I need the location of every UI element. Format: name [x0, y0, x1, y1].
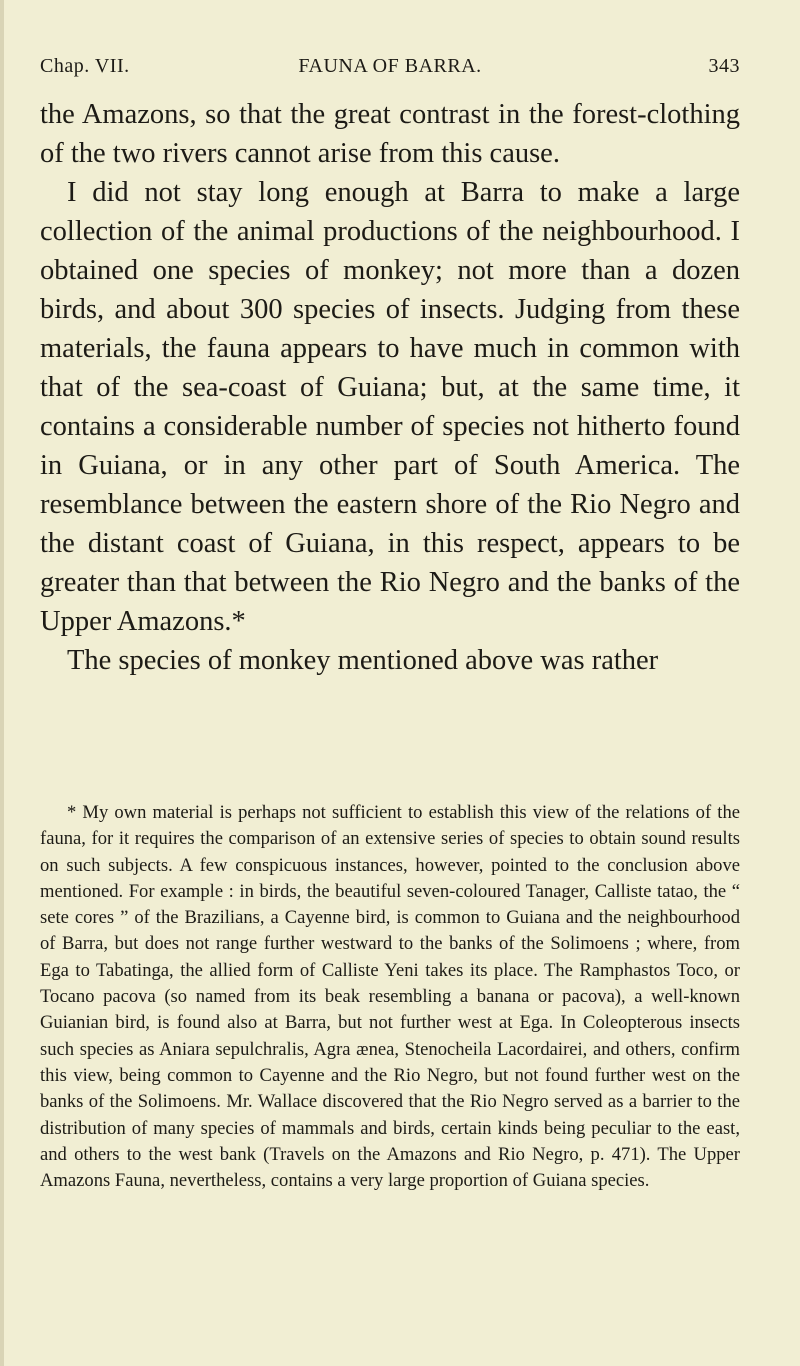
- page-edge: [0, 0, 4, 1366]
- page-title: FAUNA OF BARRA.: [298, 55, 482, 77]
- footnote-text: * My own material is perhaps not sufficient to establish this view of the relations of the fauna, for it requires the comparison of an extensive series of species to obtain sound results on such subjects. A few conspicuous instances, however, pointed to the conclusion above mentioned. For example : in birds, the beautiful seven-coloured Tanager, Calliste tatao, the “ sete cores ” of the Brazilians, a Cayenne bird, is common to Guiana and the neighbourhood of Barra, but does not range further westward to the banks of the Solimoens ; where, from Ega to Tabatinga, the allied form of Calliste Yeni takes its place. The Ramphastos Toco, or Tocano pacova (so named from its beak resembling a banana or pacova), a well-known Guianian bird, is found also at Barra, but not further west at Ega. In Coleopterous insects such species as Aniara sepulchralis, Agra ænea, Stenocheila Lacordairei, and others, confirm this view, being common to Cayenne and the Rio Negro, but not found further west on the banks of the Solimoens. Mr. Wallace discovered that the Rio Negro served as a barrier to the distribution of many species of mammals and birds, certain kinds being peculiar to the east, and others to the west bank (Travels on the Amazons and Rio Negro, p. 471). The Upper Amazons Fauna, nevertheless, contains a very large proportion of Guiana species.: [40, 802, 740, 1192]
- paragraph: The species of monkey mentioned above was rather: [67, 645, 659, 676]
- page-number: 343: [708, 55, 740, 77]
- chapter-label: Chap. VII.: [40, 55, 130, 77]
- paragraph: the Amazons, so that the great contrast in the forest-clothing of the two rivers cannot arise from this cause.: [40, 99, 740, 169]
- body-text: [40, 95, 740, 680]
- footnote: [40, 800, 740, 1194]
- paragraph: I did not stay long enough at Barra to make a large collection of the animal productions of the neighbourhood. I obtained one species of monkey; not more than a dozen birds, and about 300 species of insects. Judging from these materials, the fauna appears to have much in common with that of the sea-coast of Guiana; but, at the same time, it contains a considerable number of species not hitherto found in Guiana, or in any other part of South America. The resemblance between the eastern shore of the Rio Negro and the distant coast of Guiana, in this respect, appears to be greater than that between the Rio Negro and the banks of the Upper Amazons.*: [40, 177, 740, 637]
- running-head: [40, 55, 740, 85]
